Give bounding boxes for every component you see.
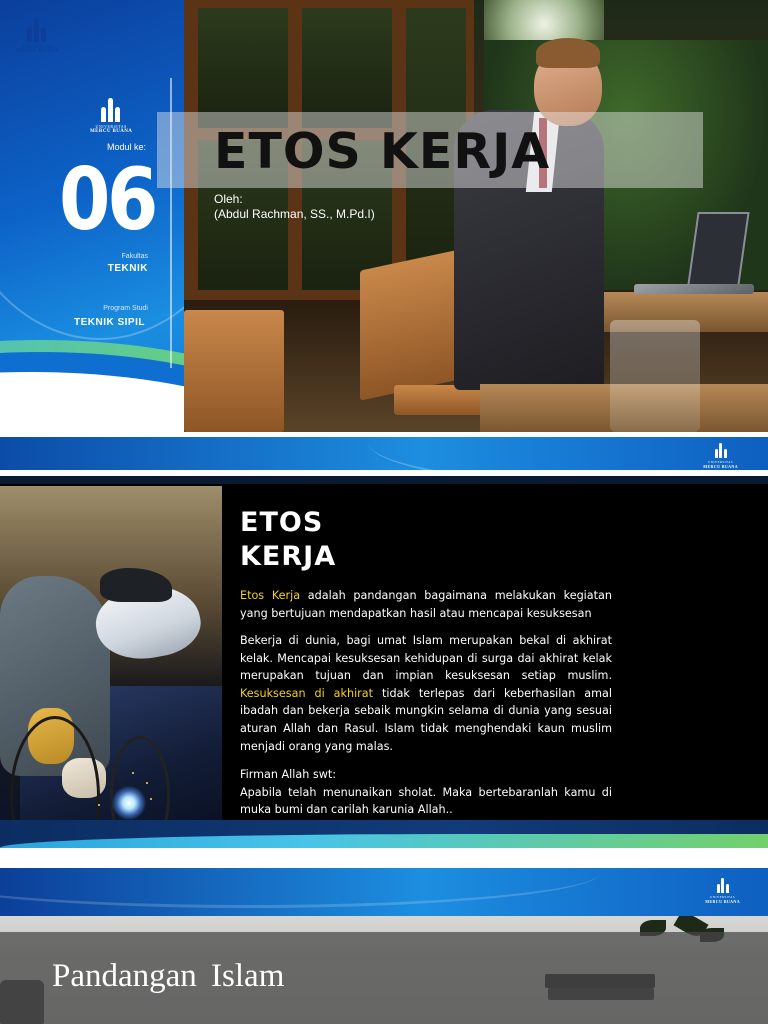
welder-cap bbox=[100, 568, 172, 602]
university-logo-top bbox=[16, 18, 58, 54]
logo-text-line2: MERCU BUANA bbox=[16, 49, 59, 54]
highlight-term: Kesuksesan di akhirat bbox=[240, 686, 374, 700]
university-logo-header bbox=[703, 443, 738, 469]
logo-text-line1: UNIVERSITAS bbox=[710, 895, 736, 899]
university-logo-icon bbox=[714, 443, 728, 458]
logo-text-line2: MERCU BUANA bbox=[703, 464, 738, 469]
spark-particle bbox=[98, 804, 100, 806]
author-label: Oleh: bbox=[214, 192, 243, 206]
university-logo-icon bbox=[26, 18, 48, 42]
welding-spark bbox=[112, 786, 146, 820]
logo-text-line2: MERCU BUANA bbox=[90, 129, 133, 134]
sidebar-white-wave bbox=[0, 372, 184, 432]
university-logo-icon bbox=[100, 98, 122, 122]
section-title-line1: ETOS bbox=[240, 507, 324, 538]
highlight-term: Etos Kerja bbox=[240, 589, 301, 602]
university-logo-sidebar bbox=[90, 98, 132, 134]
logo-text-line2: MERCU BUANA bbox=[705, 899, 740, 904]
university-logo-header bbox=[705, 878, 740, 904]
welder-photo bbox=[0, 486, 222, 820]
author-name: (Abdul Rachman, SS., M.Pd.I) bbox=[214, 207, 375, 221]
slide-cover bbox=[0, 0, 768, 432]
prodi-label: Program Studi bbox=[103, 305, 148, 312]
paragraph-text: tidak terlepas dari keberhasilan amal ibadah dan bekerja sebaik mungkin selama di dunia yang sesuai aturan Allah dan Rasul. Islam tidak menghendaki kaun muslim menjadi orang yang malas. bbox=[240, 686, 612, 753]
paragraph-text: adalah pandangan bagaimana melakukan kegiatan yang bertujuan mendapatkan hasil atau mencapai kesuksesan bbox=[240, 589, 612, 620]
paragraph-firman bbox=[240, 766, 612, 819]
slide-title: Pandangan Islam bbox=[52, 958, 285, 994]
person-hair bbox=[536, 38, 600, 68]
spark-particle bbox=[150, 798, 152, 800]
laptop-base bbox=[634, 284, 754, 294]
paragraph-text: Bekerja di dunia, bagi umat Islam merupakan bekal di akhirat kelak. Mencapai kesuksesan kehidupan di surga dai akhirat kelak merupakan tujuan dan impian kesuksesan setiap muslim. bbox=[240, 634, 612, 683]
spark-particle bbox=[104, 778, 106, 780]
paragraph-definition bbox=[240, 587, 612, 622]
modul-label: Modul ke: bbox=[106, 142, 146, 152]
logo-text-line1: UNIVERSITAS bbox=[95, 124, 127, 129]
section-title-line2: KERJA bbox=[240, 541, 337, 572]
slide-header-bar bbox=[0, 437, 768, 470]
cover-title: ETOS KERJA bbox=[214, 123, 551, 180]
footer-wave-band bbox=[0, 834, 768, 848]
logo-text-line1: UNIVERSITAS bbox=[21, 44, 53, 49]
slide-etos-kerja bbox=[0, 476, 768, 848]
header-wave-decoration bbox=[0, 868, 600, 908]
glass-jar bbox=[610, 320, 700, 432]
fakultas-label: Fakultas bbox=[121, 253, 148, 260]
window-pane bbox=[302, 8, 392, 128]
wooden-chair bbox=[360, 249, 460, 400]
paragraph-islam-work bbox=[240, 632, 612, 755]
spark-particle bbox=[132, 772, 134, 774]
modul-number: 06 bbox=[58, 150, 156, 250]
slide-pandangan-islam bbox=[0, 868, 768, 1024]
prodi-value: TEKNIK SIPIL bbox=[73, 317, 145, 328]
university-logo-icon bbox=[716, 878, 730, 893]
firman-text: Apabila telah menunaikan sholat. Maka bertebaranlah kamu di muka bumi dan carilah karunia Allah.. bbox=[240, 785, 612, 817]
window-pane bbox=[198, 8, 288, 128]
spark-particle bbox=[146, 782, 148, 784]
fakultas-value: TEKNIK bbox=[107, 263, 148, 274]
logo-text-line1: UNIVERSITAS bbox=[708, 460, 734, 464]
slide-header-bar bbox=[0, 868, 768, 916]
author-block bbox=[214, 192, 375, 222]
wooden-chair bbox=[184, 310, 284, 432]
section-title bbox=[240, 506, 440, 574]
slide-footer-bar bbox=[0, 820, 768, 848]
firman-label: Firman Allah swt: bbox=[240, 768, 337, 781]
